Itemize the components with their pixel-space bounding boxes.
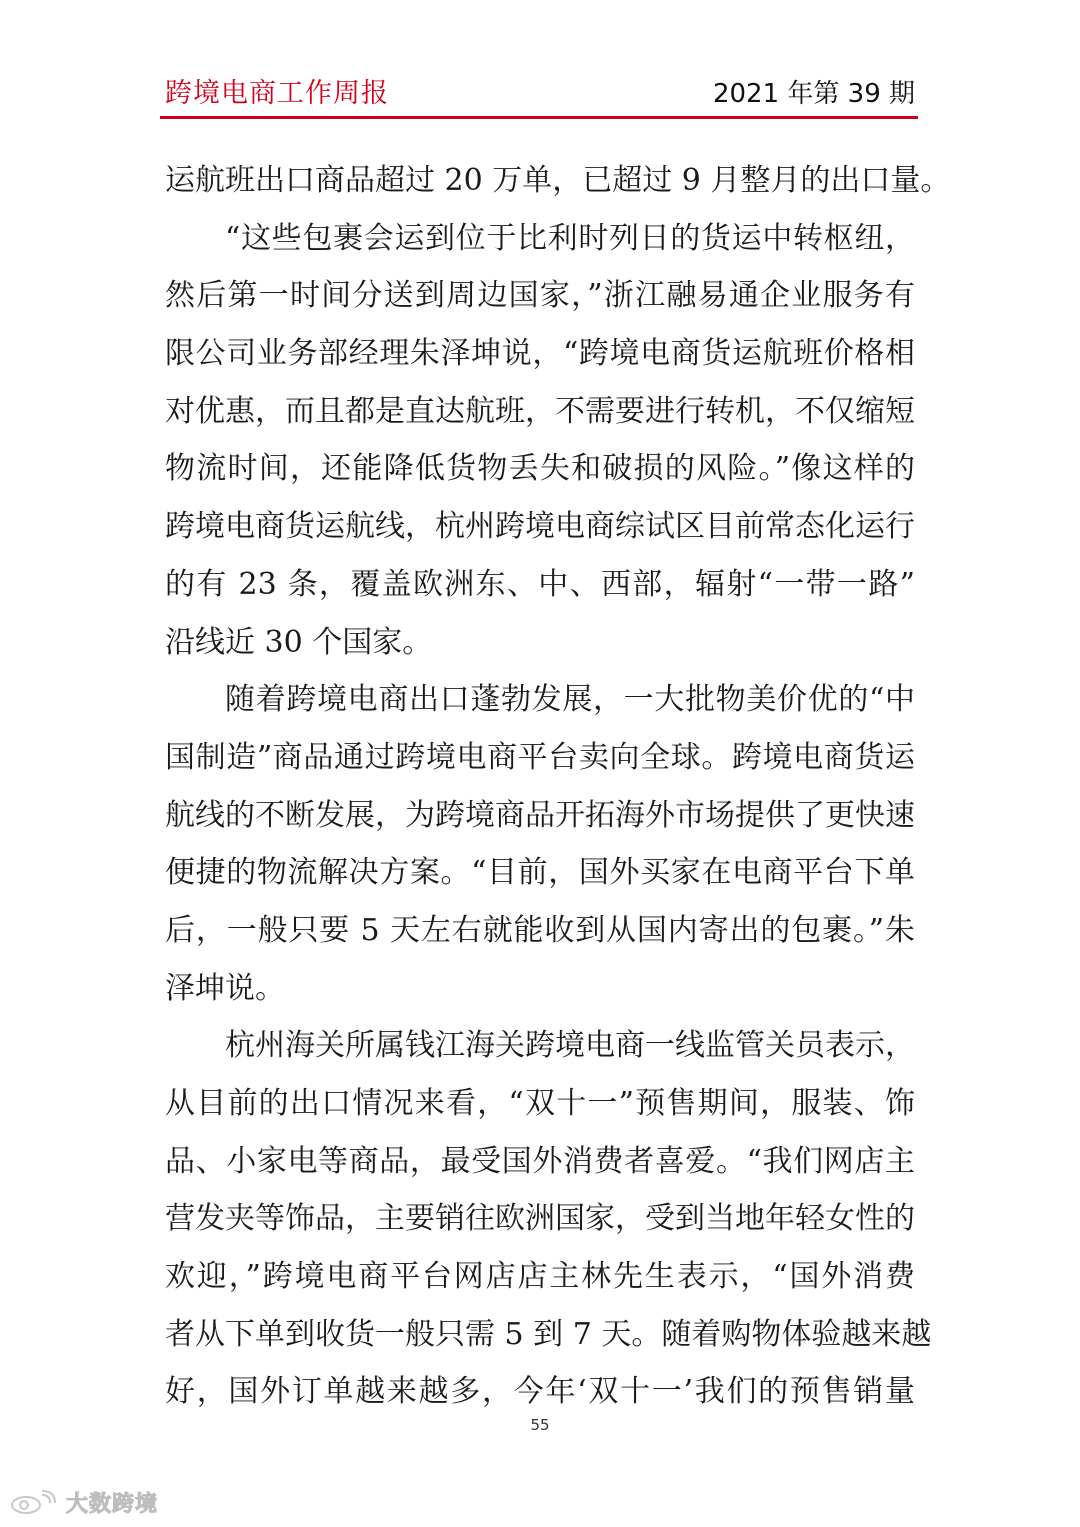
page-header	[165, 76, 915, 112]
text-line: 泽坤说。	[165, 970, 285, 1006]
text-line: 的有 23 条，覆盖欧洲东、中、西部，辐射“一带一路”	[165, 566, 915, 602]
header-divider	[160, 116, 918, 119]
text-line: 从目前的出口情况来看，“双十一”预售期间，服装、饰	[165, 1086, 915, 1121]
text-line: 欢迎，”跨境电商平台网店店主林先生表示，“国外消费	[165, 1259, 915, 1295]
text-line: 沿线近 30 个国家。	[165, 624, 433, 660]
weibo-logo-icon	[8, 1489, 60, 1515]
text-line: 随着跨境电商出口蓬勃发展，一大批物美价优的“中	[225, 682, 915, 718]
watermark	[8, 1486, 158, 1518]
text-line: 限公司业务部经理朱泽坤说，“跨境电商货运航班价格相	[165, 336, 915, 372]
text-line: 营发夹等饰品，主要销往欧洲国家，受到当地年轻女性的	[165, 1201, 915, 1237]
watermark-text: 大数跨境	[66, 1491, 159, 1517]
text-line: 运航班出口商品超过 20 万单，已超过 9 月整月的出口量。	[165, 163, 951, 198]
issue-number: 2021 年第 39 期	[712, 79, 915, 109]
text-line: 然后第一时间分送到周边国家，”浙江融易通企业服务有	[165, 278, 915, 314]
text-line: 后，一般只要 5 天左右就能收到从国内寄出的包裹。”朱	[165, 912, 915, 948]
text-line: 物流时间，还能降低货物丢失和破损的风险。”像这样的	[165, 451, 915, 487]
article-body	[165, 152, 951, 1421]
text-line: 者从下单到收货一般只需 5 到 7 天。随着购物体验越来越	[165, 1316, 932, 1352]
text-line: 跨境电商货运航线，杭州跨境电商综试区目前常态化运行	[165, 509, 915, 545]
text-line: 国制造”商品通过跨境电商平台卖向全球。跨境电商货运	[165, 739, 915, 775]
text-line: 航线的不断发展，为跨境商品开拓海外市场提供了更快速	[165, 797, 915, 833]
text-line: 好，国外订单越来越多，今年‘双十一’我们的预售销量	[165, 1374, 915, 1410]
text-line: 品、小家电等商品，最受国外消费者喜爱。“我们网店主	[165, 1143, 915, 1179]
text-line: 便捷的物流解决方案。“目前，国外买家在电商平台下单	[165, 855, 915, 891]
publication-title: 跨境电商工作周报	[165, 78, 389, 109]
page-number: 55	[530, 1416, 550, 1434]
text-line: 对优惠，而且都是直达航班，不需要进行转机，不仅缩短	[165, 393, 915, 429]
text-line: 杭州海关所属钱江海关跨境电商一线监管关员表示，	[225, 1028, 915, 1064]
text-line: “这些包裹会运到位于比利时列日的货运中转枢纽，	[225, 220, 915, 256]
